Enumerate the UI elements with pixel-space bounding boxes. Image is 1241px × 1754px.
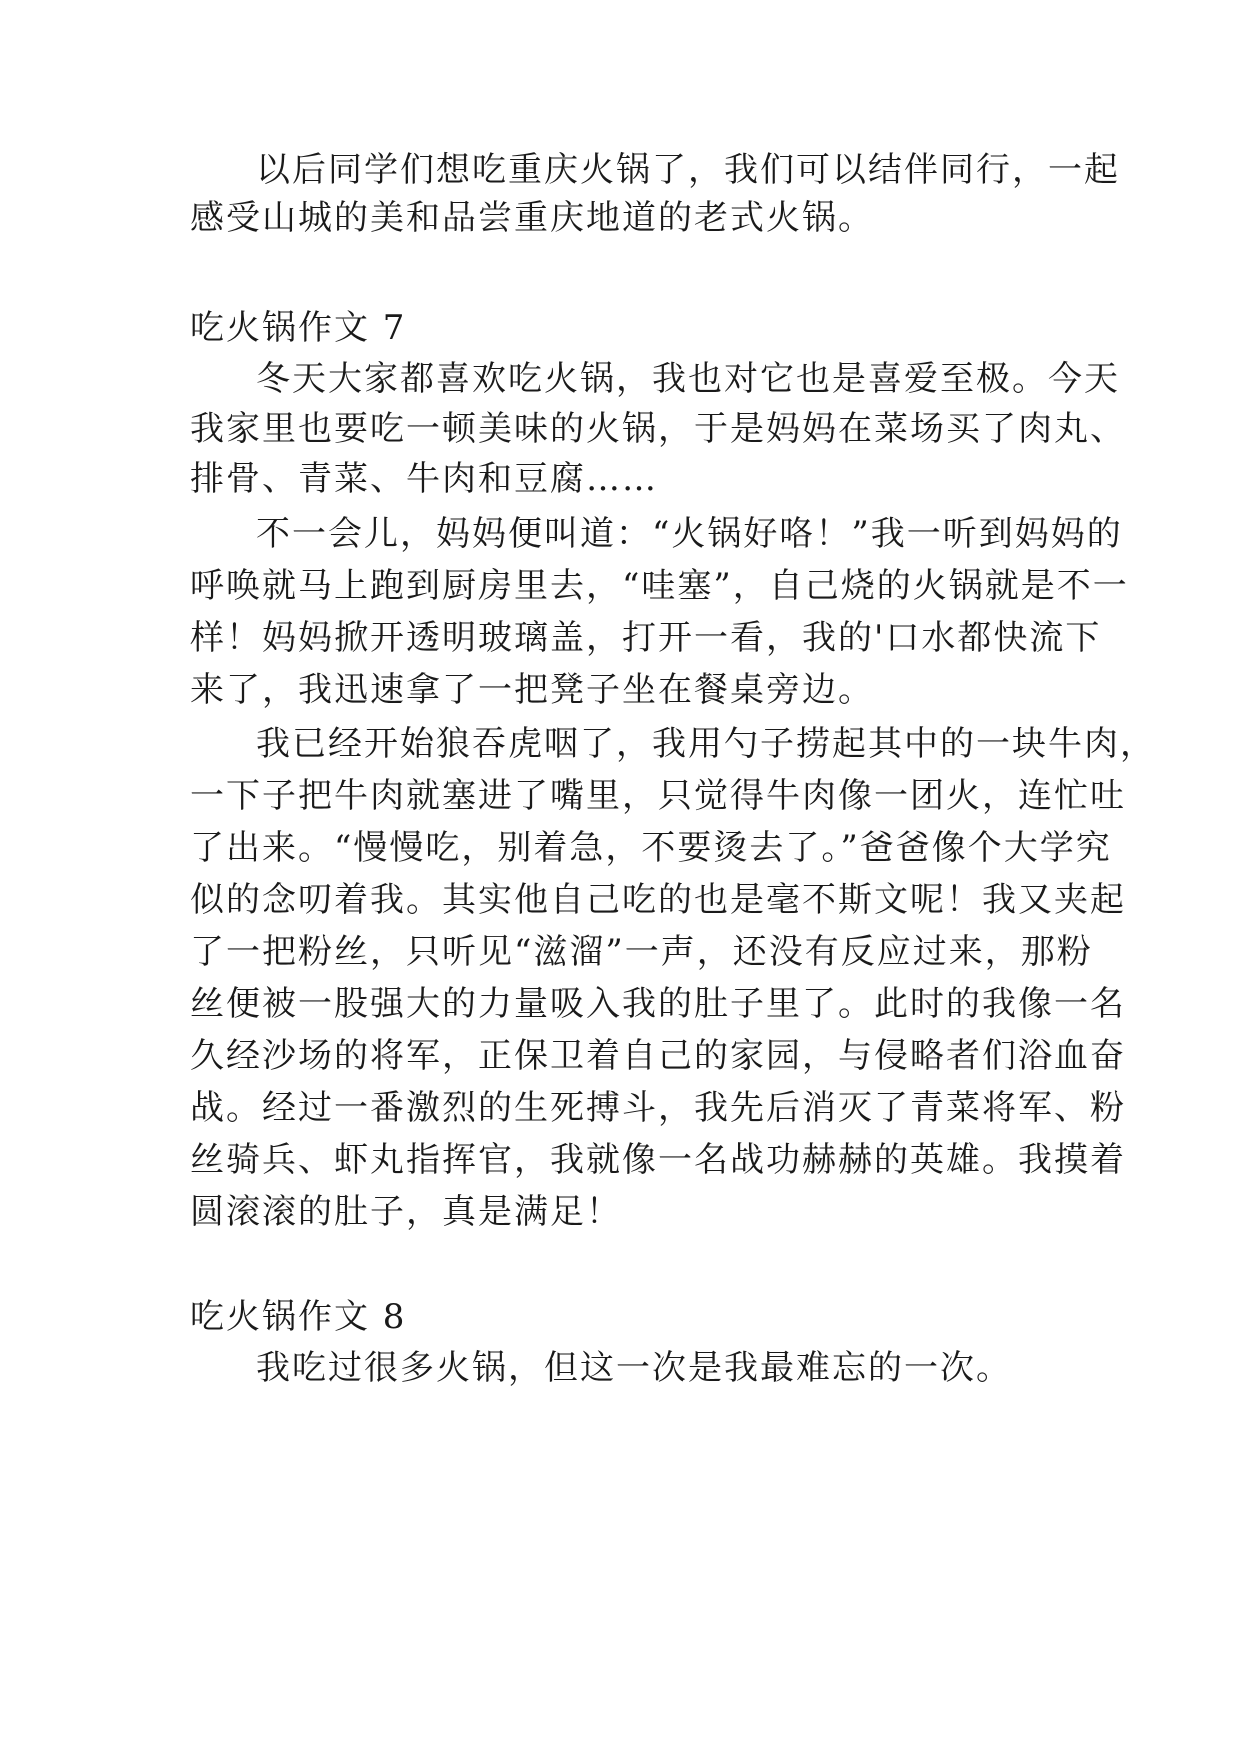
paragraph-line: 了出来。“慢慢吃，别着急，不要烫去了。”爸爸像个大学究 [190, 828, 1112, 868]
paragraph-line: 呼唤就马上跑到厨房里去，“哇塞”，自己烧的火锅就是不一 [190, 566, 1129, 606]
paragraph-line: 我已经开始狼吞虎咽了，我用勺子捞起其中的一块牛肉， [256, 724, 1156, 764]
essay-title: 吃火锅作文 7 [190, 308, 407, 348]
paragraph-line: 丝便被一股强大的力量吸入我的肚子里了。此时的我像一名 [190, 984, 1126, 1024]
paragraph-line: 丝骑兵、虾丸指挥官，我就像一名战功赫赫的英雄。我摸着 [190, 1140, 1126, 1180]
paragraph-line: 我家里也要吃一顿美味的火锅，于是妈妈在菜场买了肉丸、 [190, 409, 1126, 449]
paragraph-line: 以后同学们想吃重庆火锅了，我们可以结伴同行，一起 [256, 150, 1120, 190]
paragraph-line: 圆滚滚的肚子，真是满足！ [190, 1192, 622, 1232]
paragraph-line: 感受山城的美和品尝重庆地道的老式火锅。 [190, 198, 874, 238]
essay-title: 吃火锅作文 8 [190, 1297, 407, 1337]
paragraph-line: 战。经过一番激烈的生死搏斗，我先后消灭了青菜将军、粉 [190, 1088, 1126, 1128]
paragraph-line: 不一会儿，妈妈便叫道：“火锅好咯！”我一听到妈妈的 [256, 514, 1123, 554]
paragraph-line: 我吃过很多火锅，但这一次是我最难忘的一次。 [256, 1348, 1012, 1388]
paragraph-line: 一下子把牛肉就塞进了嘴里，只觉得牛肉像一团火，连忙吐 [190, 776, 1126, 816]
paragraph-line: 了一把粉丝，只听见“滋溜”一声，还没有反应过来，那粉 [190, 932, 1093, 972]
paragraph-line: 冬天大家都喜欢吃火锅，我也对它也是喜爱至极。今天 [256, 359, 1120, 399]
paragraph-line: 来了，我迅速拿了一把凳子坐在餐桌旁边。 [190, 670, 874, 710]
paragraph-line: 久经沙场的将军，正保卫着自己的家园，与侵略者们浴血奋 [190, 1036, 1126, 1076]
paragraph-line: 似的念叨着我。其实他自己吃的也是毫不斯文呢！我又夹起 [190, 880, 1126, 920]
paragraph-line: 排骨、青菜、牛肉和豆腐…… [190, 459, 658, 499]
paragraph-line: 样！妈妈掀开透明玻璃盖，打开一看，我的'口水都快流下 [190, 618, 1102, 658]
